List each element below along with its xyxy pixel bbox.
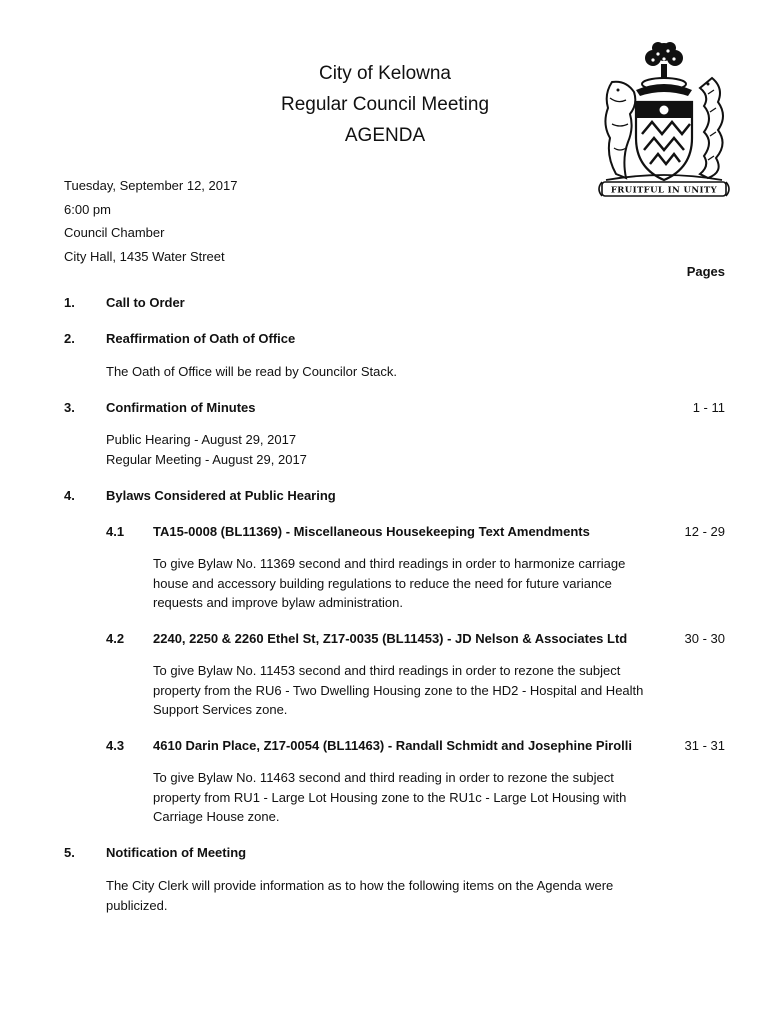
meeting-date: Tuesday, September 12, 2017: [64, 178, 238, 193]
item-number: 5.: [64, 845, 75, 860]
subitem-pages: 31 - 31: [684, 738, 725, 753]
description-line: Carriage House zone.: [153, 809, 280, 824]
item-title: Reaffirmation of Oath of Office: [106, 331, 296, 346]
subitem-description: [153, 768, 653, 827]
description-line: Public Hearing - August 29, 2017: [106, 432, 297, 447]
title-line-meeting: Regular Council Meeting: [280, 94, 490, 115]
item-title: Notification of Meeting: [106, 845, 247, 860]
item-title: Confirmation of Minutes: [106, 400, 256, 415]
description-line: property from RU1 - Large Lot Housing zone to the RU1c - Large Lot Housing with: [153, 789, 627, 805]
title-line-city: City of Kelowna: [318, 63, 451, 84]
title-line-agenda: AGENDA: [344, 125, 426, 146]
description-line: To give Bylaw No. 11369 second and third readings in order to harmonize carriage: [153, 556, 626, 571]
item-title: Call to Order: [106, 295, 185, 310]
subitem-title: 4610 Darin Place, Z17-0054 (BL11463) - Randall Schmidt and Josephine Pirolli: [153, 738, 633, 753]
description-line: Regular Meeting - August 29, 2017: [106, 451, 307, 467]
agenda-title: [200, 58, 570, 151]
description-line: To give Bylaw No. 11453 second and third readings in order to rezone the subject: [153, 663, 621, 678]
description-line: house and accessory building regulations to reduce the need for future variance: [153, 575, 612, 591]
description-line: To give Bylaw No. 11463 second and third reading in order to rezone the subject: [153, 770, 614, 785]
subitem-number: 4.3: [106, 738, 125, 753]
subitem-description: [153, 554, 653, 613]
item-number: 1.: [64, 295, 75, 310]
city-crest-icon: [596, 38, 732, 202]
description-line: property from the RU6 - Two Dwelling Housing zone to the HD2 - Hospital and Health: [153, 682, 644, 698]
item-pages: 1 - 11: [692, 400, 725, 415]
item-description: [106, 362, 666, 382]
subitem-pages: 12 - 29: [684, 524, 725, 539]
description-line: publicized.: [106, 897, 168, 913]
item-number: 4.: [64, 488, 75, 503]
description-line: requests and improve bylaw administration.: [153, 595, 404, 610]
meeting-details: [64, 174, 237, 268]
subitem-number: 4.1: [106, 524, 125, 539]
meeting-time: 6:00 pm: [64, 201, 111, 217]
item-description: [106, 876, 666, 915]
item-description: [106, 430, 666, 469]
subitem-description: [153, 661, 653, 720]
meeting-location: Council Chamber: [64, 225, 165, 240]
description-line: The City Clerk will provide information as to how the following items on the Agenda were: [106, 878, 614, 893]
subitem-number: 4.2: [106, 631, 125, 646]
subitem-title: TA15-0008 (BL11369) - Miscellaneous Housekeeping Text Amendments: [153, 524, 590, 539]
description-line: The Oath of Office will be read by Councilor Stack.: [106, 364, 397, 379]
item-number: 3.: [64, 400, 75, 415]
meeting-address: City Hall, 1435 Water Street: [64, 248, 225, 264]
subitem-title: 2240, 2250 & 2260 Ethel St, Z17-0035 (BL11453) - JD Nelson & Associates Ltd: [153, 631, 628, 646]
pages-column-label: Pages: [686, 264, 725, 279]
subitem-pages: 30 - 30: [684, 631, 725, 646]
description-line: Support Services zone.: [153, 702, 288, 717]
item-number: 2.: [64, 331, 75, 346]
item-title: Bylaws Considered at Public Hearing: [106, 488, 336, 503]
crest-motto: FRUITFUL IN UNITY: [610, 185, 718, 196]
